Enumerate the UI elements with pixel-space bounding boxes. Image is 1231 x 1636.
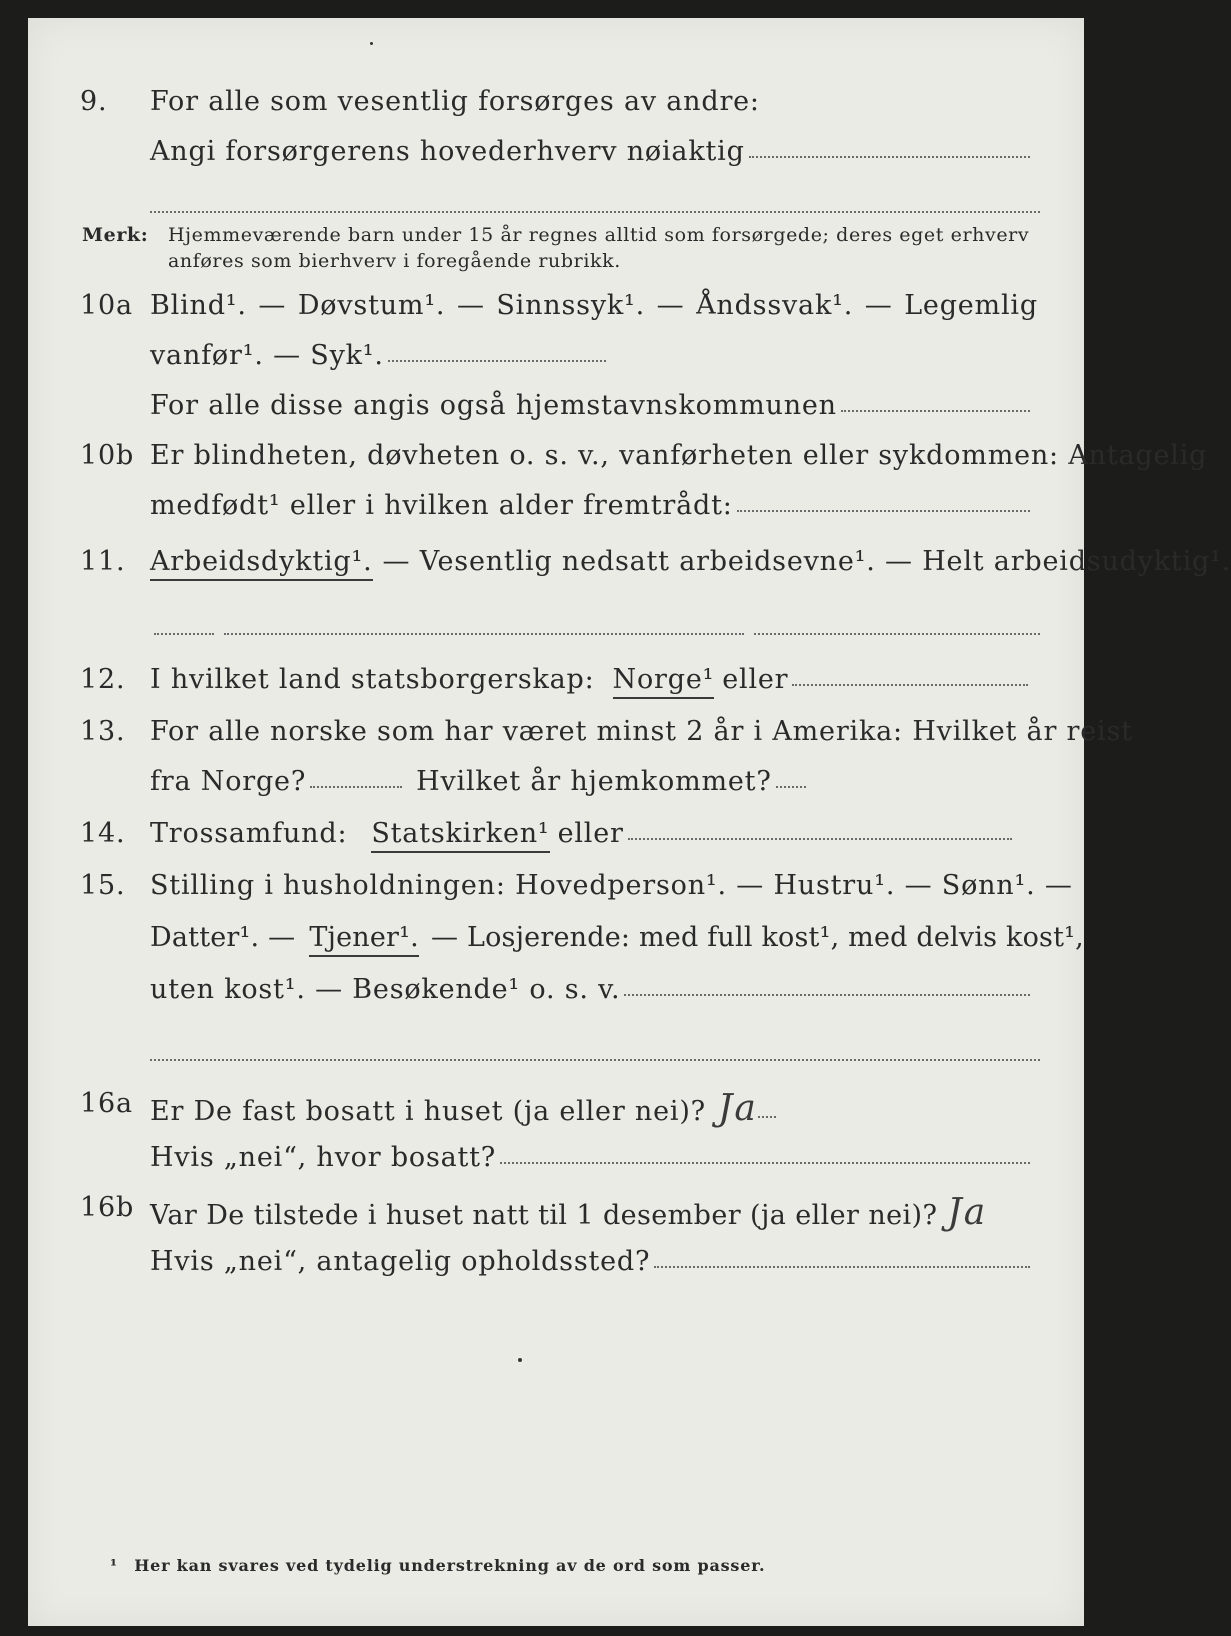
- answer-field-15-extra[interactable]: [150, 1058, 1040, 1061]
- question-text: Hvis „nei“, antagelig opholdssted?: [150, 1246, 651, 1277]
- question-text: Stilling i husholdningen: Hovedperson¹. — Hustru¹. — Sønn¹. —: [150, 870, 1073, 901]
- answer-field-11c[interactable]: [754, 632, 1040, 635]
- answer-field-10a[interactable]: [388, 359, 606, 362]
- option-norge-underlined[interactable]: Norge¹: [613, 664, 715, 699]
- question-text: — Losjerende: med full kost¹, med delvis kost¹,: [430, 922, 1084, 953]
- separator: —: [656, 290, 685, 321]
- handwritten-answer-16a[interactable]: Ja: [717, 1088, 758, 1129]
- question-text: Angi forsørgerens hovederhverv nøiaktig: [150, 136, 745, 167]
- answer-field-14[interactable]: [628, 837, 1012, 840]
- question-text: For alle som vesentlig forsørges av andre:: [150, 86, 760, 117]
- option-legemlig[interactable]: Legemlig: [904, 290, 1038, 321]
- option-andssvak[interactable]: Åndssvak¹.: [696, 290, 854, 321]
- option-sinnssyk[interactable]: Sinnssyk¹.: [496, 290, 646, 321]
- answer-field-15[interactable]: [624, 993, 1030, 996]
- question-number: 9.: [80, 86, 108, 117]
- question-text: uten kost¹. — Besøkende¹ o. s. v.: [150, 974, 621, 1005]
- question-text: I hvilket land statsborgerskap:: [150, 664, 595, 695]
- answer-field-16a[interactable]: [758, 1115, 776, 1118]
- note-text: anføres som bierhverv i foregående rubrikk.: [168, 250, 621, 272]
- question-number: 16b: [80, 1192, 135, 1223]
- option-dovstum[interactable]: Døvstum¹.: [297, 290, 446, 321]
- census-form-page: [28, 18, 1231, 1626]
- ink-speck: [370, 42, 373, 45]
- footnote-text: Her kan svares ved tydelig understrekning av de ord som passer.: [134, 1556, 766, 1575]
- question-number: 12.: [80, 664, 126, 695]
- question-text: Er De fast bosatt i huset (ja eller nei)?: [150, 1096, 706, 1127]
- question-number: 16a: [80, 1088, 133, 1119]
- question-text: Datter¹. —: [150, 922, 296, 953]
- question-text: For alle disse angis også hjemstavnskommunen: [150, 390, 837, 421]
- answer-field-10b[interactable]: [737, 509, 1030, 512]
- option-statskirken-underlined[interactable]: Statskirken¹: [371, 818, 549, 853]
- answer-field-11a[interactable]: [154, 632, 214, 635]
- question-text: Er blindheten, døvheten o. s. v., vanførheten eller sykdommen: Antagelig: [150, 440, 1208, 471]
- footnote-mark: ¹: [110, 1556, 118, 1575]
- answer-field-hjemstavn[interactable]: [841, 409, 1030, 412]
- question-number: 14.: [80, 818, 126, 849]
- note-label: Merk:: [82, 224, 149, 246]
- question-text: fra Norge?: [150, 766, 307, 797]
- question-number: 10b: [80, 440, 135, 471]
- footnote: [110, 1556, 765, 1575]
- answer-field-12[interactable]: [792, 683, 1028, 686]
- question-text: Var De tilstede i huset natt til 1 desember (ja eller nei)?: [150, 1200, 938, 1231]
- question-number: 15.: [80, 870, 126, 901]
- option-arbeidsdyktig-underlined[interactable]: Arbeidsdyktig¹.: [150, 546, 373, 581]
- question-text: Hvis „nei“, hvor bosatt?: [150, 1142, 497, 1173]
- question-text: For alle norske som har været minst 2 år i Amerika: Hvilket år reist: [150, 716, 1133, 747]
- answer-field-9[interactable]: [749, 155, 1030, 158]
- handwritten-answer-16b[interactable]: Ja: [947, 1192, 988, 1233]
- question-text: eller: [557, 818, 624, 849]
- answer-field-13-reist[interactable]: [310, 785, 402, 788]
- ink-speck: [518, 1358, 522, 1362]
- answer-field-13-hjemkommet[interactable]: [776, 785, 806, 788]
- separator: —: [456, 290, 485, 321]
- separator: —: [864, 290, 893, 321]
- answer-field-11b[interactable]: [224, 632, 744, 635]
- question-text: eller: [722, 664, 789, 695]
- separator: —: [258, 290, 287, 321]
- note-text: Hjemmeværende barn under 15 år regnes alltid som forsørgede; deres eget erhverv: [168, 224, 1030, 246]
- question-text: medfødt¹ eller i hvilken alder fremtrådt:: [150, 490, 733, 521]
- question-text: vanfør¹. — Syk¹.: [150, 340, 384, 371]
- question-number: 13.: [80, 716, 126, 747]
- answer-field-9-extra[interactable]: [150, 210, 1040, 213]
- question-number: 10a: [80, 290, 133, 321]
- answer-field-16b-opholdssted[interactable]: [654, 1265, 1030, 1268]
- answer-field-16a-bosatt[interactable]: [500, 1161, 1030, 1164]
- question-text: Hvilket år hjemkommet?: [416, 766, 772, 797]
- question-text: — Vesentlig nedsatt arbeidsevne¹. — Helt arbeidsudyktig¹.: [382, 546, 1231, 577]
- option-tjener-underlined[interactable]: Tjener¹.: [309, 922, 419, 957]
- question-text: Trossamfund:: [150, 818, 348, 849]
- question-number: 11.: [80, 546, 126, 577]
- option-blind[interactable]: Blind¹.: [150, 290, 247, 321]
